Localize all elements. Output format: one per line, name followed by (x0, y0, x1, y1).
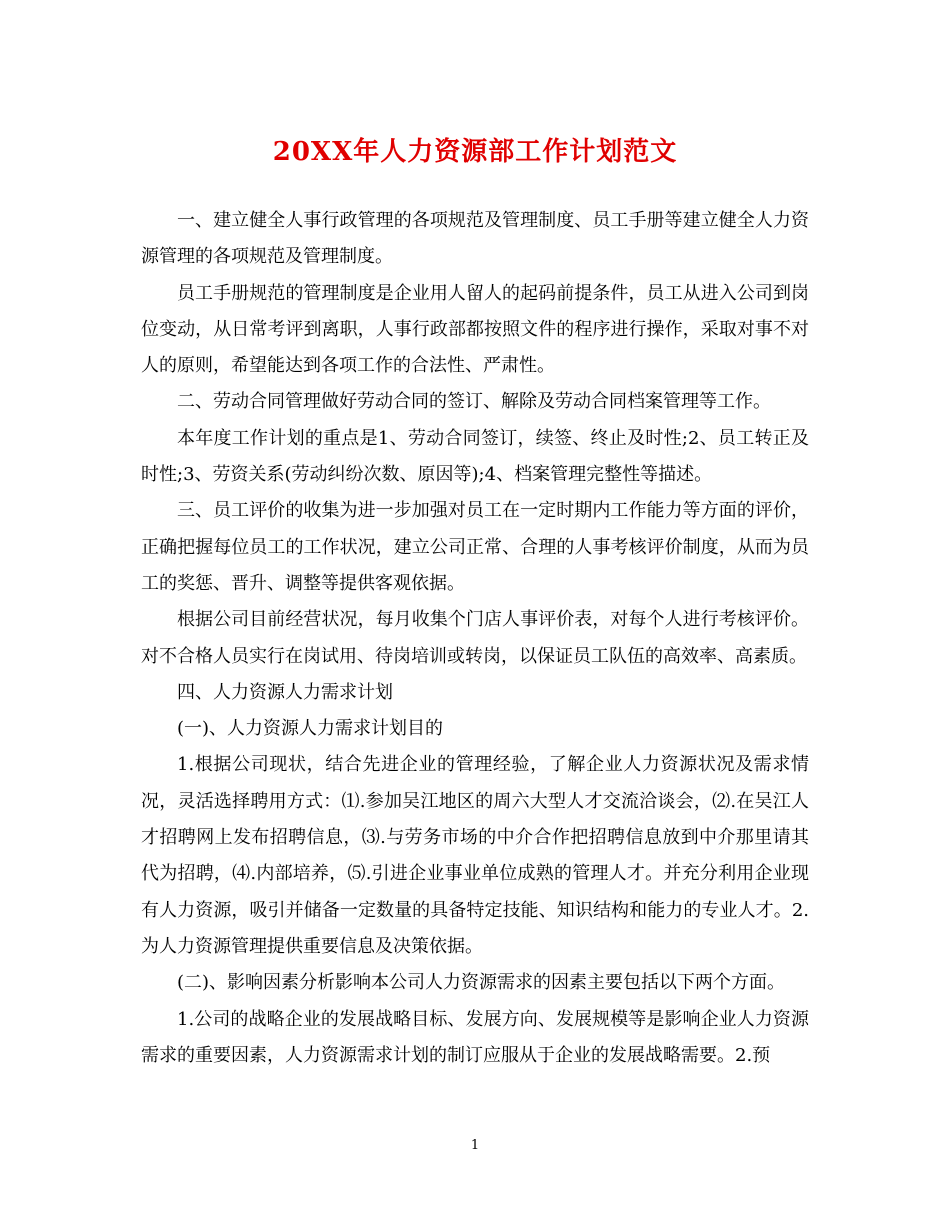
section-heading: 四、人力资源人力需求计划 (177, 681, 393, 703)
paragraph: 根据公司目前经营状况，每月收集个门店人事评价表，对每个人进行考核评价。对不合格人员实行在岗试用、待岗培训或转岗，以保证员工队伍的高效率、高素质。 (141, 609, 809, 667)
subsection-heading: (一)、人力资源人力需求计划目的 (177, 718, 444, 740)
paragraph: 1.根据公司现状，结合先进企业的管理经验，了解企业人力资源状况及需求情况，灵活选择聘用方式：⑴.参加吴江地区的周六大型人才交流洽谈会，⑵.在吴江人才招聘网上发布招聘信息，⑶.与劳务市场的中介合作把招聘信息放到中介那里请其代为招聘，⑷.内部培养，⑸.引进企业事业单位成熟的管理人才。并充分利用企业现有人力资源，吸引并储备一定数量的具备特定技能、知识结构和能力的专业人才。2.为人力资源管理提供重要信息及决策依据。 (141, 754, 809, 957)
document-title: 20XX年人力资源部工作计划范文 (272, 137, 678, 167)
paragraph: 1.公司的战略企业的发展战略目标、发展方向、发展规模等是影响企业人力资源需求的重要因素，人力资源需求计划的制订应服从于企业的发展战略需要。2.预 (141, 1008, 809, 1066)
subsection-heading: (二)、影响因素分析影响本公司人力资源需求的因素主要包括以下两个方面。 (177, 972, 786, 994)
paragraph: 本年度工作计划的重点是1、劳动合同签订，续签、终止及时性;2、员工转正及时性;3、劳资关系(劳动纠纷次数、原因等);4、档案管理完整性等描述。 (141, 427, 809, 486)
document-body (141, 203, 809, 1074)
page-number: 1 (470, 1138, 480, 1153)
paragraph: 二、劳动合同管理做好劳动合同的签订、解除及劳动合同档案管理等工作。 (177, 391, 771, 413)
paragraph: 员工手册规范的管理制度是企业用人留人的起码前提条件，员工从进入公司到岗位变动，从日常考评到离职，人事行政部都按照文件的程序进行操作，采取对事不对人的原则，希望能达到各项工作的合法性、严肃性。 (141, 282, 809, 377)
paragraph: 三、员工评价的收集为进一步加强对员工在一定时期内工作能力等方面的评价，正确把握每位员工的工作状况，建立公司正常、合理的人事考核评价制度，从而为员工的奖惩、晋升、调整等提供客观依据。 (141, 500, 809, 594)
paragraph: 一、建立健全人事行政管理的各项规范及管理制度、员工手册等建立健全人力资源管理的各项规范及管理制度。 (141, 210, 809, 268)
